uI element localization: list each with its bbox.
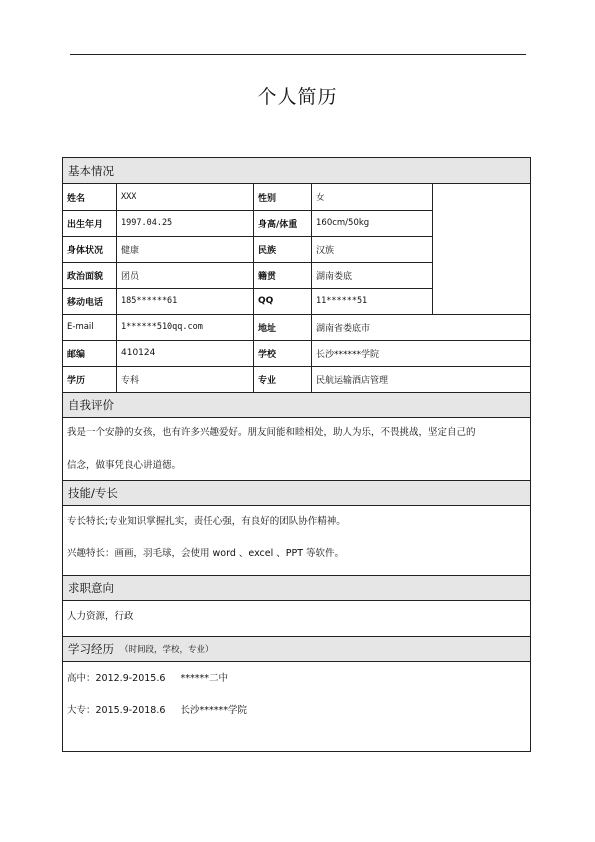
section-note: （时间段，学校，专业）: [120, 645, 214, 655]
field-value-postcode: 410124: [121, 348, 156, 358]
education-line: 大专：2015.9-2018.6 长沙******学院: [67, 705, 248, 716]
field-value-degree: 专科: [121, 375, 140, 386]
section-title: 自我评价: [68, 398, 114, 412]
section-header-education: [63, 636, 530, 662]
field-value-hometown: 湖南娄底: [316, 271, 353, 282]
field-label-name: 姓名: [67, 193, 86, 204]
photo-placeholder: [433, 185, 530, 314]
field-label-health: 身体状况: [67, 245, 104, 256]
field-value-school: 长沙******学院: [316, 349, 380, 360]
field-label-school: 学校: [258, 349, 277, 360]
field-label-height-weight: 身高/体重: [258, 219, 298, 230]
page-title: 个人简历: [257, 86, 338, 108]
field-label-address: 地址: [258, 323, 277, 334]
field-value-gender: 女: [316, 193, 325, 203]
field-label-email: E-mail: [67, 322, 94, 332]
section-title: 技能/专长: [68, 486, 118, 500]
section-title: 求职意向: [68, 581, 114, 595]
field-value-ethnicity: 汉族: [316, 245, 335, 256]
education-line: 高中：2012.9-2015.6 ******二中: [67, 673, 229, 684]
section-title: 学习经历: [68, 642, 114, 656]
field-label-mobile: 移动电话: [67, 297, 104, 308]
field-label-gender: 性别: [258, 193, 277, 204]
field-value-health: 健康: [121, 245, 140, 256]
section-header-self-evaluation: [63, 392, 530, 418]
section-header-job-intent: [63, 575, 530, 601]
field-value-politics: 团员: [121, 271, 140, 282]
self-evaluation-line: 我是一个安静的女孩，也有许多兴趣爱好。朋友间能和睦相处，助人为乐，不畏挑战，坚定自己的: [67, 427, 476, 438]
top-divider: [70, 54, 526, 55]
field-value-birth: 1997.04.25: [121, 218, 173, 228]
field-label-birth: 出生年月: [67, 219, 104, 230]
field-value-qq: 11******51: [316, 296, 368, 306]
field-value-major: 民航运输酒店管理: [316, 375, 389, 386]
field-value-email: 1******510qq.com: [121, 322, 203, 332]
field-label-major: 专业: [258, 375, 277, 386]
field-value-height-weight: 160cm/50kg: [316, 218, 370, 228]
section-header-skills: [63, 480, 530, 506]
field-value-mobile: 185******61: [121, 296, 178, 306]
field-value-name: XXX: [121, 192, 137, 202]
field-label-degree: 学历: [67, 375, 86, 386]
section-header-basic: [63, 158, 530, 184]
job-intent-line: 人力资源，行政: [67, 611, 134, 622]
self-evaluation-line: 信念，做事凭良心讲道德。: [67, 460, 182, 471]
field-label-hometown: 籍贯: [258, 271, 277, 282]
skills-line: 兴趣特长：画画，羽毛球，会使用 word 、excel 、PPT 等软件。: [67, 548, 345, 559]
section-title: 基本情况: [68, 163, 114, 178]
skills-line: 专长特长;专业知识掌握扎实，责任心强，有良好的团队协作精神。: [67, 516, 346, 527]
field-label-politics: 政治面貌: [67, 271, 104, 282]
resume-table: [62, 157, 531, 752]
field-label-ethnicity: 民族: [258, 245, 277, 256]
field-value-address: 湖南省娄底市: [316, 323, 371, 334]
field-label-postcode: 邮编: [67, 349, 86, 360]
field-label-qq: QQ: [258, 296, 274, 306]
